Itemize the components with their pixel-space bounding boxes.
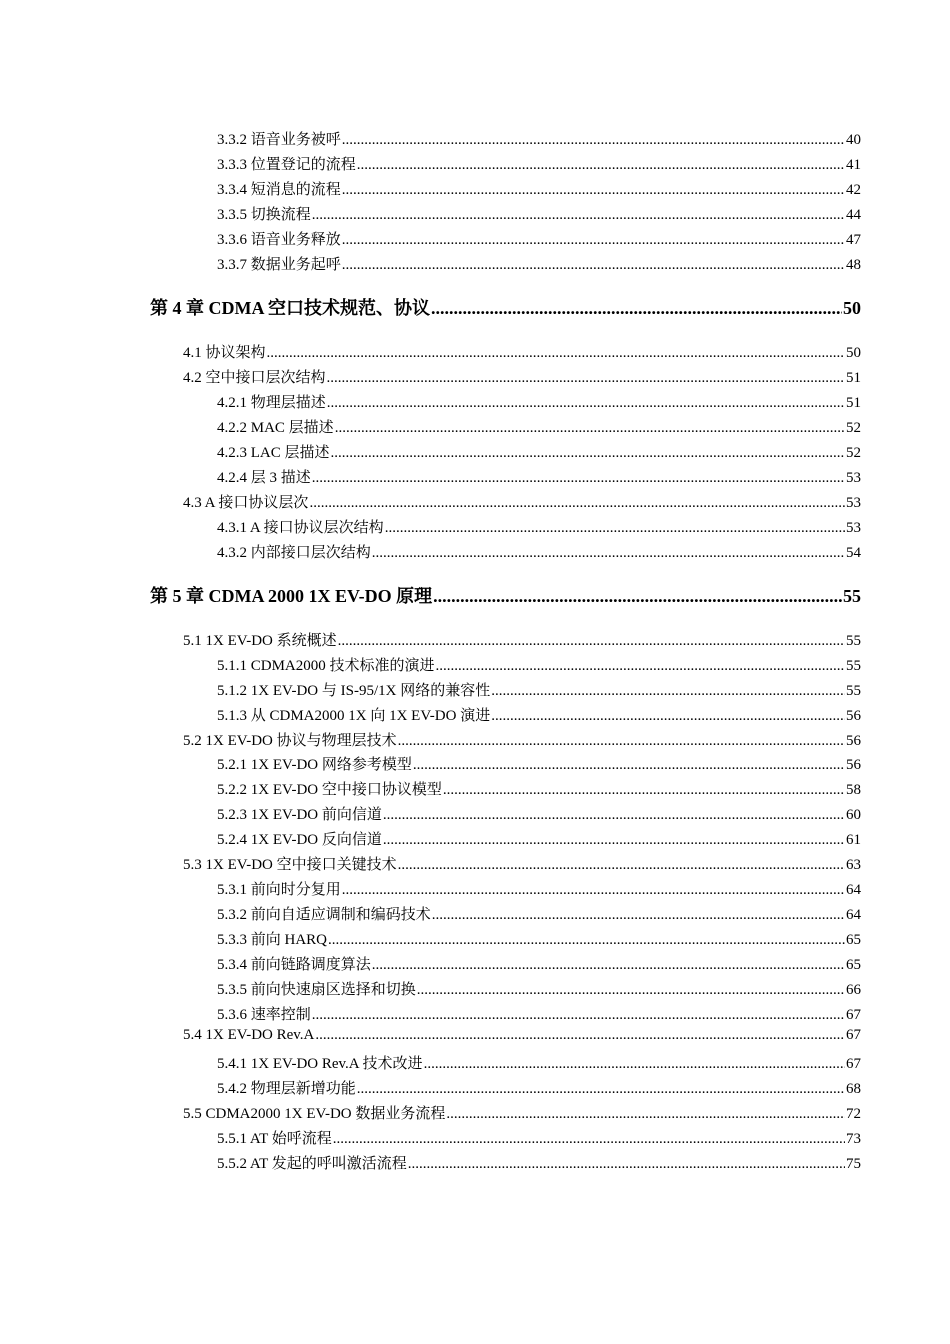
toc-entry-page: 47 (846, 232, 861, 248)
toc-leader-dots (342, 882, 845, 899)
toc-entry[interactable] (217, 416, 861, 437)
toc-entry-title: 3.3.3 位置登记的流程 (217, 157, 356, 173)
toc-entry[interactable] (217, 541, 861, 562)
toc-entry[interactable] (183, 366, 861, 387)
toc-leader-dots (327, 370, 845, 387)
toc-leader-dots (385, 520, 845, 537)
toc-leader-dots (491, 683, 845, 700)
toc-entry-title: 3.3.7 数据业务起呼 (217, 257, 341, 273)
toc-leader-dots (424, 1056, 845, 1073)
toc-entry-page: 56 (846, 708, 861, 724)
toc-leader-dots (417, 982, 845, 999)
toc-entry-page: 72 (846, 1106, 861, 1122)
toc-entry-title: 5.4.2 物理层新增功能 (217, 1081, 356, 1097)
toc-entry-title: 5.4 1X EV-DO Rev.A (183, 1027, 315, 1043)
toc-entry-page: 68 (846, 1081, 861, 1097)
toc-leader-dots (315, 1027, 845, 1044)
toc-entry-page: 56 (846, 757, 861, 773)
toc-entry[interactable] (217, 953, 861, 974)
toc-entry-title: 5.2.4 1X EV-DO 反向信道 (217, 832, 382, 848)
toc-entry-page: 55 (846, 658, 861, 674)
toc-leader-dots (342, 257, 845, 274)
toc-entry-title: 5.2 1X EV-DO 协议与物理层技术 (183, 733, 397, 749)
toc-entry-page: 52 (846, 420, 861, 436)
toc-leader-dots (372, 545, 845, 562)
toc-leader-dots (431, 298, 842, 319)
toc-entry[interactable] (217, 778, 861, 799)
toc-leader-dots (312, 470, 845, 487)
toc-entry-title: 4.2 空中接口层次结构 (183, 370, 326, 386)
toc-entry-title: 5.3.1 前向时分复用 (217, 882, 341, 898)
toc-leader-dots (312, 207, 845, 224)
toc-chapter-entry[interactable] (150, 582, 861, 608)
toc-entry-page: 75 (846, 1156, 861, 1172)
toc-entry-page: 42 (846, 182, 861, 198)
toc-leader-dots (446, 1106, 845, 1123)
toc-leader-dots (443, 782, 845, 799)
toc-leader-dots (342, 182, 845, 199)
toc-entry-page: 64 (846, 907, 861, 923)
toc-chapter-entry[interactable] (150, 294, 861, 320)
toc-leader-dots (383, 807, 845, 824)
toc-entry-page: 56 (846, 733, 861, 749)
toc-entry-page: 65 (846, 932, 861, 948)
toc-entry-page: 61 (846, 832, 861, 848)
toc-entry-page: 55 (846, 633, 861, 649)
toc-entry[interactable] (217, 928, 861, 949)
toc-entry-title: 5.3.4 前向链路调度算法 (217, 957, 371, 973)
toc-chapter-page: 50 (843, 298, 861, 318)
toc-entry-title: 5.1.1 CDMA2000 技术标准的演进 (217, 658, 435, 674)
toc-entry-title: 5.5.2 AT 发起的呼叫激活流程 (217, 1156, 407, 1172)
toc-entry-page: 41 (846, 157, 861, 173)
toc-leader-dots (383, 832, 845, 849)
toc-entry-page: 50 (846, 345, 861, 361)
toc-entry[interactable] (217, 253, 861, 274)
toc-leader-dots (342, 132, 845, 149)
toc-entry-page: 53 (846, 520, 861, 536)
toc-leader-dots (342, 232, 845, 249)
toc-entry-page: 66 (846, 982, 861, 998)
toc-leader-dots (432, 907, 845, 924)
toc-entry-title: 5.5 CDMA2000 1X EV-DO 数据业务流程 (183, 1106, 446, 1122)
toc-entry[interactable] (183, 853, 861, 874)
toc-entry-page: 73 (846, 1131, 861, 1147)
toc-leader-dots (436, 658, 845, 675)
toc-leader-dots (328, 932, 845, 949)
toc-leader-dots (413, 757, 845, 774)
toc-entry[interactable] (217, 203, 861, 224)
toc-entry-title: 4.1 协议架构 (183, 345, 266, 361)
toc-leader-dots (309, 495, 845, 512)
toc-entry[interactable] (217, 178, 861, 199)
toc-entry-title: 5.5.1 AT 始呼流程 (217, 1131, 332, 1147)
toc-entry-title: 3.3.2 语音业务被呼 (217, 132, 341, 148)
toc-entry-title: 5.3.5 前向快速扇区选择和切换 (217, 982, 416, 998)
toc-entry[interactable] (217, 978, 861, 999)
toc-entry-title: 5.2.3 1X EV-DO 前向信道 (217, 807, 382, 823)
toc-leader-dots (357, 157, 845, 174)
toc-entry-title: 3.3.5 切换流程 (217, 207, 311, 223)
toc-leader-dots (398, 857, 845, 874)
toc-entry[interactable] (217, 704, 861, 725)
toc-chapter-page: 55 (843, 586, 861, 606)
toc-entry-title: 4.3 A 接口协议层次 (183, 495, 309, 511)
toc-entry-title: 4.3.2 内部接口层次结构 (217, 545, 371, 561)
toc-leader-dots (327, 395, 845, 412)
toc-entry-page: 48 (846, 257, 861, 273)
toc-entry-title: 5.2.2 1X EV-DO 空中接口协议模型 (217, 782, 442, 798)
toc-entry-title: 4.2.1 物理层描述 (217, 395, 326, 411)
toc-chapter-title: 第 5 章 CDMA 2000 1X EV-DO 原理 (150, 586, 433, 606)
toc-entry[interactable] (217, 878, 861, 899)
toc-entry-title: 4.2.2 MAC 层描述 (217, 420, 334, 436)
toc-entry-title: 5.2.1 1X EV-DO 网络参考模型 (217, 757, 412, 773)
toc-entry-page: 55 (846, 683, 861, 699)
toc-entry[interactable] (217, 903, 861, 924)
toc-entry[interactable] (217, 654, 861, 675)
toc-leader-dots (398, 733, 845, 750)
toc-entry-page: 64 (846, 882, 861, 898)
toc-entry[interactable] (183, 1027, 861, 1044)
toc-entry[interactable] (217, 1127, 861, 1148)
toc-entry[interactable] (217, 1052, 861, 1073)
toc-entry-title: 5.1 1X EV-DO 系统概述 (183, 633, 337, 649)
toc-entry-title: 5.3.3 前向 HARQ (217, 932, 328, 948)
toc-entry-page: 40 (846, 132, 861, 148)
toc-entry[interactable] (217, 828, 861, 849)
toc-chapter-title: 第 4 章 CDMA 空口技术规范、协议 (150, 298, 430, 318)
toc-entry-title: 5.1.2 1X EV-DO 与 IS-95/1X 网络的兼容性 (217, 683, 491, 699)
toc-entry[interactable] (217, 679, 861, 700)
toc-entry-page: 67 (846, 1007, 861, 1023)
toc-entry-title: 5.3.6 速率控制 (217, 1007, 311, 1023)
toc-entry-page: 51 (846, 370, 861, 386)
toc-leader-dots (408, 1156, 845, 1173)
toc-leader-dots (335, 420, 845, 437)
toc-entry-title: 5.4.1 1X EV-DO Rev.A 技术改进 (217, 1056, 423, 1072)
toc-entry[interactable] (217, 1152, 861, 1173)
toc-entry-page: 51 (846, 395, 861, 411)
toc-leader-dots (312, 1007, 845, 1024)
toc-leader-dots (372, 957, 845, 974)
toc-leader-dots (338, 633, 845, 650)
toc-entry[interactable] (217, 803, 861, 824)
toc-entry[interactable] (217, 228, 861, 249)
toc-entry-page: 67 (846, 1027, 861, 1043)
toc-entry-title: 4.2.3 LAC 层描述 (217, 445, 330, 461)
toc-entry-page: 58 (846, 782, 861, 798)
toc-entry[interactable] (217, 1003, 861, 1024)
toc-entry-title: 4.2.4 层 3 描述 (217, 470, 311, 486)
toc-entry-page: 53 (846, 470, 861, 486)
toc-entry[interactable] (217, 391, 861, 412)
toc-entry-title: 4.3.1 A 接口协议层次结构 (217, 520, 384, 536)
toc-entry[interactable] (217, 516, 861, 537)
toc-entry[interactable] (217, 153, 861, 174)
toc-entry-page: 65 (846, 957, 861, 973)
toc-entry[interactable] (183, 1102, 861, 1123)
toc-leader-dots (357, 1081, 845, 1098)
toc-leader-dots (333, 1131, 845, 1148)
toc-entry[interactable] (217, 1077, 861, 1098)
toc-entry[interactable] (183, 729, 861, 750)
toc-entry-page: 44 (846, 207, 861, 223)
toc-entry-page: 54 (846, 545, 861, 561)
toc-entry-page: 67 (846, 1056, 861, 1072)
toc-entry-title: 5.3 1X EV-DO 空中接口关键技术 (183, 857, 397, 873)
toc-leader-dots (267, 345, 845, 362)
toc-entry[interactable] (217, 753, 861, 774)
toc-entry-title: 3.3.4 短消息的流程 (217, 182, 341, 198)
toc-entry-title: 5.3.2 前向自适应调制和编码技术 (217, 907, 431, 923)
toc-entry-page: 60 (846, 807, 861, 823)
toc-entry[interactable] (217, 128, 861, 149)
toc-entry[interactable] (217, 441, 861, 462)
toc-entry-page: 52 (846, 445, 861, 461)
toc-leader-dots (491, 708, 845, 725)
toc-entry-title: 3.3.6 语音业务释放 (217, 232, 341, 248)
toc-entry[interactable] (183, 629, 861, 650)
toc-entry[interactable] (183, 491, 861, 512)
toc-leader-dots (331, 445, 845, 462)
toc-entry[interactable] (183, 341, 861, 362)
toc-leader-dots (433, 586, 842, 607)
toc-entry-page: 53 (846, 495, 861, 511)
toc-entry-title: 5.1.3 从 CDMA2000 1X 向 1X EV-DO 演进 (217, 708, 491, 724)
toc-entry[interactable] (217, 466, 861, 487)
toc-entry-page: 63 (846, 857, 861, 873)
